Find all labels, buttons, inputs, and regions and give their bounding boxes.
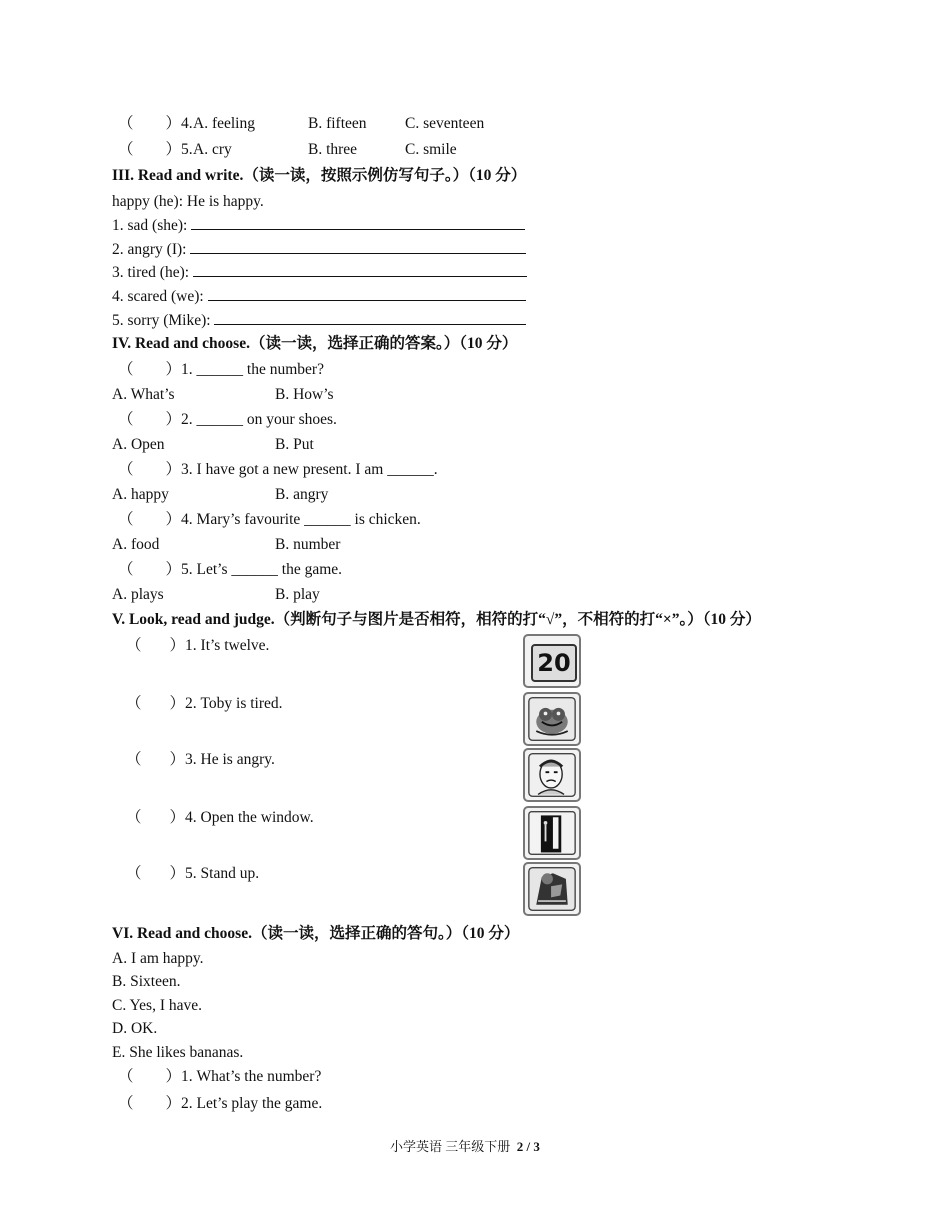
option-b: B. three xyxy=(308,141,358,158)
answer-paren[interactable]: （ xyxy=(126,637,142,654)
option-b: B. play xyxy=(275,586,320,603)
answer-paren[interactable]: （ xyxy=(118,1068,134,1085)
page-number: 2 / 3 xyxy=(516,1139,540,1154)
answer-paren[interactable]: （ xyxy=(118,411,134,428)
question-row: （ ）1. It’s twelve. xyxy=(126,637,270,654)
question-number: 5. xyxy=(181,141,193,158)
option-a: A. food xyxy=(112,536,160,553)
question-row: （ ）4. Mary’s favourite ______ is chicken. xyxy=(118,511,421,528)
section-heading: V. Look, read and judge.（判断句子与图片是否相符，相符的打“√”，不相符的打“×”。）（10 分） xyxy=(112,611,761,628)
page-footer: 小学英语 三年级下册 2 / 3 xyxy=(390,1139,540,1154)
answer-paren[interactable]: （ xyxy=(118,141,134,158)
answer-line[interactable] xyxy=(208,286,526,301)
tired-dog-picture xyxy=(523,692,581,746)
answer-paren[interactable]: （ xyxy=(118,511,134,528)
question-row: （ ）5. Let’s ______ the game. xyxy=(118,561,343,578)
answer-paren[interactable]: （ xyxy=(118,361,134,378)
answer-line[interactable] xyxy=(190,239,526,254)
write-item: 2. angry (I): xyxy=(112,239,526,260)
question-row: （ ）1. ______ the number? xyxy=(118,361,324,378)
answer-paren[interactable]: （ xyxy=(126,809,142,826)
question-row: （ ）5. Stand up. xyxy=(126,865,260,882)
answer-option: D. OK. xyxy=(112,1020,158,1037)
write-item: 4. scared (we): xyxy=(112,286,526,307)
option-a: A. happy xyxy=(112,486,169,503)
write-item: 1. sad (she): xyxy=(112,215,525,236)
standing-character-picture xyxy=(523,862,581,916)
answer-paren[interactable]: （ xyxy=(118,115,134,132)
example-sentence: happy (he): He is happy. xyxy=(112,193,264,210)
option-b: B. Put xyxy=(275,436,314,453)
answer-line[interactable] xyxy=(191,215,525,230)
write-item: 5. sorry (Mike): xyxy=(112,310,526,331)
option-a: A. What’s xyxy=(112,386,175,403)
section-heading: IV. Read and choose.（读一读，选择正确的答案。）（10 分） xyxy=(112,335,518,352)
answer-line[interactable] xyxy=(214,310,526,325)
answer-paren[interactable]: （ xyxy=(118,1095,134,1112)
answer-paren[interactable]: （ xyxy=(118,461,134,478)
number-20-picture xyxy=(523,634,581,688)
question-number: 4. xyxy=(181,115,193,132)
answer-paren[interactable]: （ xyxy=(126,695,142,712)
question-row: （ ）3. I have got a new present. I am ______. xyxy=(118,461,438,478)
answer-option: C. Yes, I have. xyxy=(112,997,202,1014)
option-c: C. seventeen xyxy=(405,115,485,132)
number-20-label: 20 xyxy=(531,644,577,682)
question-row: （ ）2. Toby is tired. xyxy=(126,695,283,712)
option-b: B. angry xyxy=(275,486,329,503)
answer-paren[interactable]: （ xyxy=(126,865,142,882)
question-row: （ ）5. xyxy=(118,141,193,158)
man-face-picture xyxy=(523,748,581,802)
section-heading: III. Read and write.（读一读，按照示例仿写句子。）（10 分） xyxy=(112,167,527,184)
question-row: （ ）3. He is angry. xyxy=(126,751,275,768)
option-c: C. smile xyxy=(405,141,457,158)
answer-option: B. Sixteen. xyxy=(112,973,181,990)
open-door-picture xyxy=(523,806,581,860)
option-a: A. feeling xyxy=(193,115,255,132)
option-b: B. fifteen xyxy=(308,115,367,132)
answer-line[interactable] xyxy=(193,262,527,277)
option-a: A. plays xyxy=(112,586,164,603)
answer-option: E. She likes bananas. xyxy=(112,1044,244,1061)
write-item: 3. tired (he): xyxy=(112,262,527,283)
option-b: B. How’s xyxy=(275,386,334,403)
question-row: （ ）4. xyxy=(118,115,193,132)
question-row: （ ）2. ______ on your shoes. xyxy=(118,411,337,428)
answer-option: A. I am happy. xyxy=(112,950,204,967)
question-row: （ ）2. Let’s play the game. xyxy=(118,1095,323,1112)
question-row: （ ）1. What’s the number? xyxy=(118,1068,322,1085)
option-b: B. number xyxy=(275,536,341,553)
answer-paren[interactable]: （ xyxy=(118,561,134,578)
option-a: A. Open xyxy=(112,436,165,453)
question-row: （ ）4. Open the window. xyxy=(126,809,314,826)
section-heading: VI. Read and choose.（读一读，选择正确的答句。）（10 分） xyxy=(112,925,520,942)
answer-paren[interactable]: （ xyxy=(126,751,142,768)
option-a: A. cry xyxy=(193,141,232,158)
